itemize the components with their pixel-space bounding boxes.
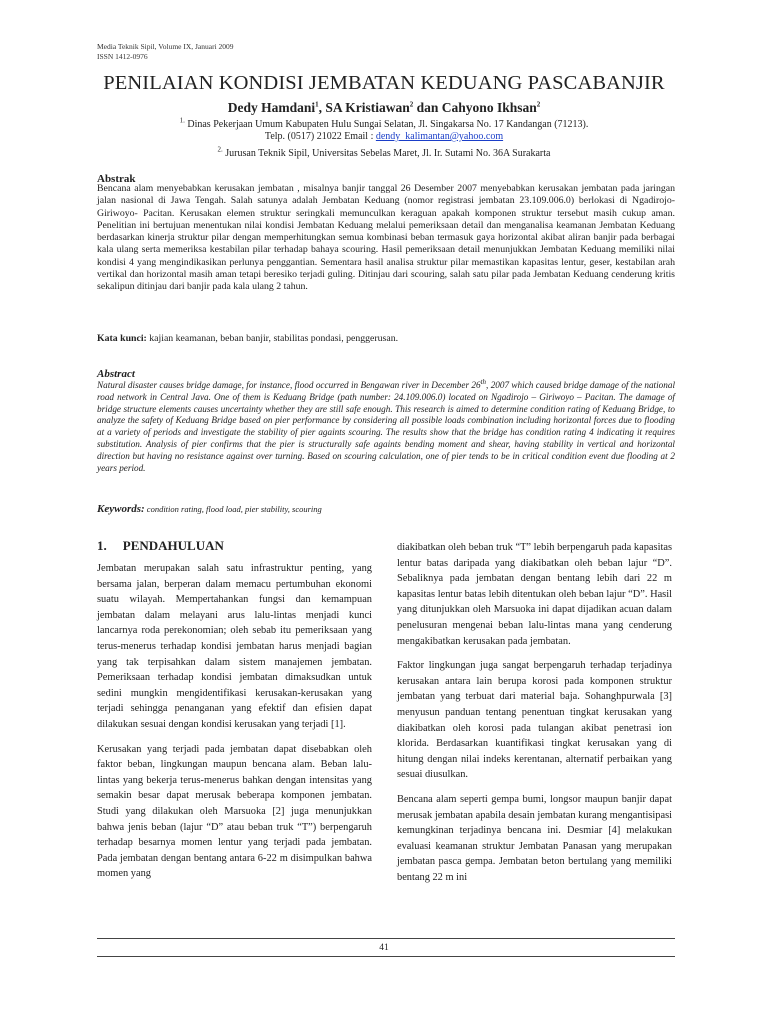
affiliation-2-sup: 2. [217, 145, 223, 154]
journal-name: Media Teknik Sipil, Volume IX, Januari 2009 [97, 42, 234, 51]
right-paragraph-2: Faktor lingkungan juga sangat berpengaruh terhadap terjadinya kerusakan antara lain berupa korosi pada komponen struktur jembatan yang terbuat dari material baja. Sohanghpurwala [3] menyusun panduan tentang penentuan tingkat kerusakan yang diakibatkan oleh korosi pada tulangan akibat penetrasi ion klorida. Berdasarkan kuantifikasi tingkat kerusakan yang di hitung dengan nilai indeks kerentanan, alternatif perbaikan yang sesuai diusulkan. [397, 660, 672, 781]
paper-title: PENILAIAN KONDISI JEMBATAN KEDUANG PASCABANJIR [103, 72, 665, 94]
author-1: Dedy Hamdani [227, 100, 316, 115]
footer-rule-bottom [97, 956, 675, 957]
left-paragraph-2: Kerusakan yang terjadi pada jembatan dapat disebabkan oleh faktor beban, lingkungan maupun bencana alam. Beban lalu-lintas yang bekerja terus-menerus bahkan dengan intensitas yang semakin besar dapat merusak beberapa komponen jembatan. Studi yang dilakukan oleh Marsuoka [2] juga menunjukkan bahwa jenis beban (lajur “D” atau beban truk “T”) berpengaruh terhadap besarnya momen lentur yang terjadi pada jembatan. Pada jembatan dengan bentang antara 6-22 m disimpulkan bahwa momen yang [97, 743, 372, 880]
author-line [0, 100, 768, 116]
section-title: PENDAHULUAN [122, 538, 224, 553]
author-3: dan Cahyono Ikhsan [413, 100, 537, 115]
kata-kunci [97, 333, 675, 345]
abstrak-text [97, 183, 675, 294]
kata-kunci-value: kajian keamanan, beban banjir, stabilitas pondasi, penggerusan. [146, 333, 399, 344]
abstract-text-b: , 2007 which caused bridge damage of the national road network in Central Java. One of them is Keduang Bridge (path number: 24.109.006.0) located on Ngadirojo – Giriwoyo – Pacitan. The damage of bridge structure elements causes uncertainty whether they are still safe enough. This research is aimed to determine condition rating of Keduang Bridge, to analyze the safety of Keduang Bridge based on pier performance by considering all possible loads combination including horizontal forces due to flooding at a variety of periods and investigate the stability of pier againts scouring. The results show that the bridge has condition rating 4 indicating it requires substitution. Analysis of pier confirms that the pier is structurally safe againts bending moment and shear, having stability in vertical and horizontal direction but having no resistance against over turning. Based on scouring calculation, one of pier tends to be in critical condition event due flooding at 2 years period. [97, 380, 675, 473]
abstract-text [97, 377, 675, 474]
section-number: 1. [97, 538, 107, 553]
affiliation-2-text: Jurusan Teknik Sipil, Universitas Sebelas Maret, Jl. Ir. Sutami No. 36A Surakarta [222, 148, 551, 159]
affiliation-2 [0, 145, 768, 160]
abstrak-paragraph: Bencana alam menyebabkan kerusakan jembatan , misalnya banjir tanggal 26 Desember 2007 menyebabkan kerusakan jembatan pada jaringan jalan nasional di Jawa Tengah. Salah satunya adalah Jembatan Keduang (nomor registrasi jembatan 23.109.006.0) berlokasi di Ngadirojo-Giriwoyo- Pacitan. Kerusakan elemen struktur seringkali memunculkan keraguan apakah komponen struktur tersebut masih cukup aman. Penelitian ini bertujuan menentukan nilai kondisi Jembatan Keduang melalui pemeriksaan detail dan menganalisa keamanan Jembatan Keduang berdasarkan kinerja struktur pilar dengan memperhitungkan semua kombinasi beban termasuk gaya horizontal akibat aliran banjir pada berbagai kala ulang serta memeriksa kestabilan pilar terhadap bahaya scouring. Hasil pemeriksaan detail menunjukkan Jembatan Keduang memiliki nilai kondisi 4 yang mengindikasikan perlunya penggantian. Sementara hasil analisa struktur pilar memastikan kapasitas lentur, geser, kestabilan arah vertikal dan horizontal masih aman tetapi beresiko terjadi guling. Ditinjau dari scouring, salah satu pilar pada Jembatan Keduang cenderung kritis sekalipun ditinjau dari banjir pada kala ulang 2 tahun. [97, 183, 675, 293]
running-header [97, 42, 234, 62]
right-paragraph-1: diakibatkan oleh beban truk “T” lebih berpengaruh pada kapasitas lentur batas daripada yang diakibatkan oleh beban lajur “D”. Sebaliknya pada jembatan dengan bentang lebih dari 22 m kapasitas lentur batas lebih ditentukan oleh beban lajur “D”. Hasil yang ditunjukkan oleh Marsuoka ini dapat dijadikan acuan dalam penelusuran mengenai beban lalu-lintas mana yang cenderung mengakibatkan kerusakan pada jembatan. [397, 542, 672, 647]
author-3-sup: 2 [536, 100, 541, 109]
email-link[interactable]: dendy_kalimantan@yahoo.com [375, 131, 504, 142]
kata-kunci-label: Kata kunci: [97, 333, 147, 344]
right-paragraph-3: Bencana alam seperti gempa bumi, longsor maupun banjir dapat merusak jembatan apabila desain jembatan kurang mengantisipasi kemungkinan terjadinya bencana ini. Desmiar [4] melakukan evaluasi keamanan struktur Jembatan Panasan yang merupakan jembatan pasca gempa. Jembatan beton bertulang yang memiliki bentang 22 m ini [397, 793, 672, 883]
footer-rule-top [97, 938, 675, 939]
abstract-heading: Abstract [97, 368, 135, 380]
affiliation-contact [0, 131, 768, 143]
affiliation-1 [0, 116, 768, 131]
abstract-text-a: Natural disaster causes bridge damage, for instance, flood occurred in Bengawan river in December 26 [97, 380, 481, 390]
section-heading [97, 538, 224, 554]
author-2-sup: 2 [409, 100, 414, 109]
author-2: , SA Kristiawan [318, 100, 410, 115]
right-column [397, 540, 672, 894]
left-paragraph-1: Jembatan merupakan salah satu infrastruktur penting, yang bersama jalan, berperan dalam memacu pertumbuhan ekonomi suatu wilayah. Mempertahankan fungsi dan kemampuan jembatan dalam melayani arus lalu-lintas menjadi kunci lancarnya roda perekonomian; oleh sebab itu pemeriksaan yang terus-menerus terhadap kondisi jembatan harus menjadi bagian yang tak terpisahkan dalam sistem manajemen jembatan. Pemeriksaan terhadap kondisi jembatan dimaksudkan untuk sedini mungkin mengidentifikasi kerusakan-kerusakan yang terjadi sehingga penanganan yang efektif dan efisien dapat dilakukan sesuai dengan kondisi kerusakan yang terjadi [1]. [97, 563, 372, 730]
page-number: 41 [379, 943, 389, 953]
author-1-sup: 1 [315, 100, 319, 109]
abstract-paragraph [97, 377, 675, 474]
keywords-label: Keywords: [97, 503, 145, 515]
keywords-value: condition rating, flood load, pier stability, scouring [144, 504, 322, 514]
affiliation-telp: Telp. (0517) 21022 Email : [264, 131, 376, 142]
abstrak-heading: Abstrak [97, 173, 136, 185]
left-column [97, 561, 372, 891]
issn: ISSN 1412-0976 [97, 52, 148, 61]
keywords [97, 503, 675, 516]
affiliation-1-sup: 1. [179, 116, 185, 125]
abstract-sup: th [480, 377, 487, 386]
affiliation-1-text: Dinas Pekerjaan Umum Kabupaten Hulu Sungai Selatan, Jl. Singakarsa No. 17 Kandangan (71213). [184, 119, 589, 130]
